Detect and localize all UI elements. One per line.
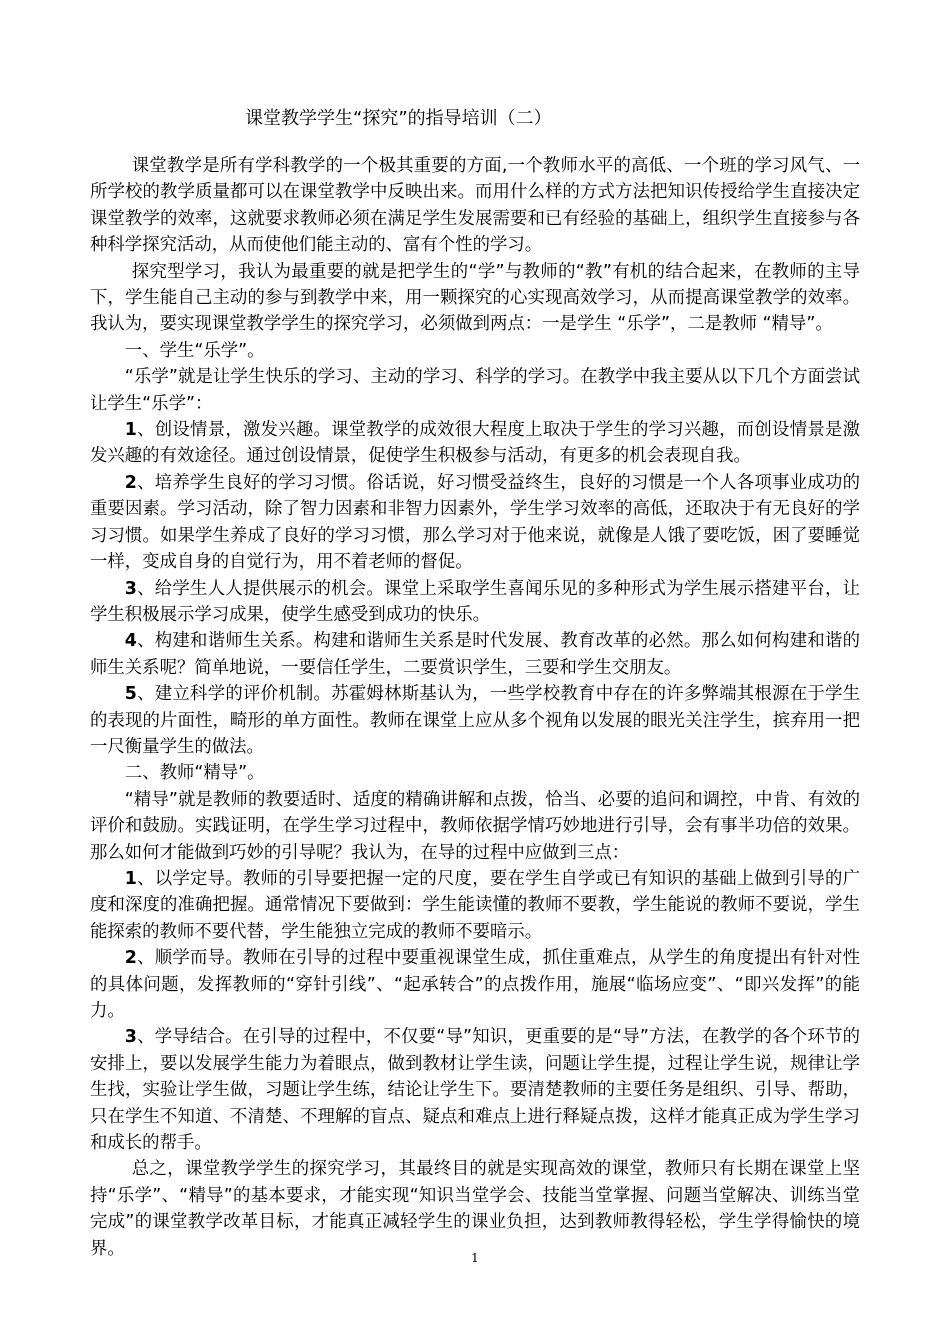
section-heading-teacher: 二、教师“精导”。 xyxy=(124,763,265,784)
paragraph-conclusion: 总之，课堂教学学生的探究学习，其最终目的就是实现高效的课堂，教师只有长期在课堂上坚持“乐学”、“精导”的基本要求，才能实现“知识当堂学会、技能当堂掌握、问题当堂解决、训练当堂完成”的课堂教学改革目标，才能真正减轻学生的课业负担，达到教师教得轻松，学生学得愉快的境界。 xyxy=(90,1159,860,1259)
item-text: 、以学定导。教师的引导要把握一定的尺度，要在学生自学或已有知识的基础上做到引导的广度和深度的准确把握。通常情况下要做到：学生能读懂的教师不要教，学生能说的教师不要说，学生能探索的教师不要代替，学生能独立完成的教师不要暗示。 xyxy=(90,868,860,942)
document-body xyxy=(90,153,860,1262)
page-number: 1 xyxy=(471,1251,479,1265)
item-number: 2 xyxy=(124,948,137,969)
list-item xyxy=(90,417,860,470)
item-text: 、给学生人人提供展示的机会。课堂上采取学生喜闻乐见的多种形式为学生展示搭建平台，让学生积极展示学习成果，使学生感受到成功的快乐。 xyxy=(90,578,860,625)
list-item xyxy=(90,1024,860,1156)
item-text: 、建立科学的评价机制。苏霍姆林斯基认为，一些学校教育中存在的许多弊端其根源在于学生的表现的片面性，畸形的单方面性。教师在课堂上应从多个视角以发展的眼光关注学生，摈弃用一把一尺衡量学生的做法。 xyxy=(90,684,860,757)
item-text: 、顺学而导。教师在引导的过程中要重视课堂生成，抓住重难点，从学生的角度提出有针对性的具体问题，发挥教师的“穿针引线”、“起承转合”的点拨作用，施展“临场应变”、“即兴发挥”的能力。 xyxy=(90,948,860,1021)
item-number: 1 xyxy=(124,420,137,441)
paragraph-lexue-definition: “乐学”就是让学生快乐的学习、主动的学习、科学的学习。在教学中我主要从以下几个方面尝试让学生“乐学”： xyxy=(90,367,860,414)
item-text: 、构建和谐师生关系。构建和谐师生关系是时代发展、教育改革的必然。那么如何构建和谐的师生关系呢？简单地说，一要信任学生，二要赏识学生，三要和学生交朋友。 xyxy=(90,631,860,678)
document-title: 课堂教学学生“探究”的指导培训（二） xyxy=(245,108,552,129)
item-number: 5 xyxy=(124,684,137,705)
paragraph-inquiry-learning: 探究型学习，我认为最重要的就是把学生的“学”与教师的“教”有机的结合起来，在教师的主导下，学生能自己主动的参与到教学中来，用一颗探究的心实现高效学习，从而提高课堂教学的效率。我认为，要实现课堂教学学生的探究学习，必须做到两点：一是学生 “乐学”，二是教师 “精导”。 xyxy=(90,261,860,335)
paragraph-intro: 课堂教学是所有学科教学的一个极其重要的方面,一个教师水平的高低、一个班的学习风气、一所学校的教学质量都可以在课堂教学中反映出来。而用什么样的方式方法把知识传授给学生直接决定课堂教学的效率，这就要求教师必须在满足学生发展需要和已有经验的基础上，组织学生直接参与各种科学探究活动，从而使他们能主动的、富有个性的学习。 xyxy=(90,156,860,256)
list-item xyxy=(90,628,860,681)
paragraph-jingdao-definition: “精导”就是教师的教要适时、适度的精确讲解和点拨，恰当、必要的追问和调控，中肯、有效的评价和鼓励。实践证明，在学生学习过程中，教师依据学情巧妙地进行引导，会有事半功倍的效果。那么如何才能做到巧妙的引导呢？我认为，在导的过程中应做到三点： xyxy=(90,789,860,863)
list-item xyxy=(90,470,860,576)
item-text: 、创设情景，激发兴趣。课堂教学的成效很大程度上取决于学生的学习兴趣，而创设情景是激发兴趣的有效途径。通过创设情景，促使学生积极参与活动，有更多的机会表现自我。 xyxy=(90,420,860,467)
item-number: 3 xyxy=(124,578,137,599)
item-text: 、培养学生良好的学习习惯。俗话说，好习惯受益终生，良好的习惯是一个人各项事业成功的重要因素。学习活动，除了智力因素和非智力因素外，学生学习效率的高低，还取决于有无良好的学习习惯。如果学生养成了良好的学习习惯，那么学习对于他来说，就像是人饿了要吃饭，困了要睡觉一样，变成自身的自觉行为，用不着老师的督促。 xyxy=(90,472,860,573)
section-heading-student: 一、学生“乐学”。 xyxy=(124,340,265,361)
item-number: 4 xyxy=(124,631,137,652)
item-number: 1 xyxy=(124,868,137,889)
item-text: 、学导结合。在引导的过程中，不仅要“导”知识，更重要的是“导”方法，在教学的各个环节的安排上，要以发展学生能力为着眼点，做到教材让学生读，问题让学生提，过程让学生说，规律让学生找，实验让学生做，习题让学生练，结论让学生下。要清楚教师的主要任务是组织、引导、帮助，只在学生不知道、不清楚、不理解的盲点、疑点和难点上进行释疑点拨，这样才能真正成为学生学习和成长的帮手。 xyxy=(90,1027,860,1154)
list-item xyxy=(90,945,860,1024)
item-number: 2 xyxy=(124,472,137,493)
item-number: 3 xyxy=(124,1027,137,1048)
list-item xyxy=(90,576,860,629)
list-item xyxy=(90,681,860,760)
list-item xyxy=(90,866,860,945)
